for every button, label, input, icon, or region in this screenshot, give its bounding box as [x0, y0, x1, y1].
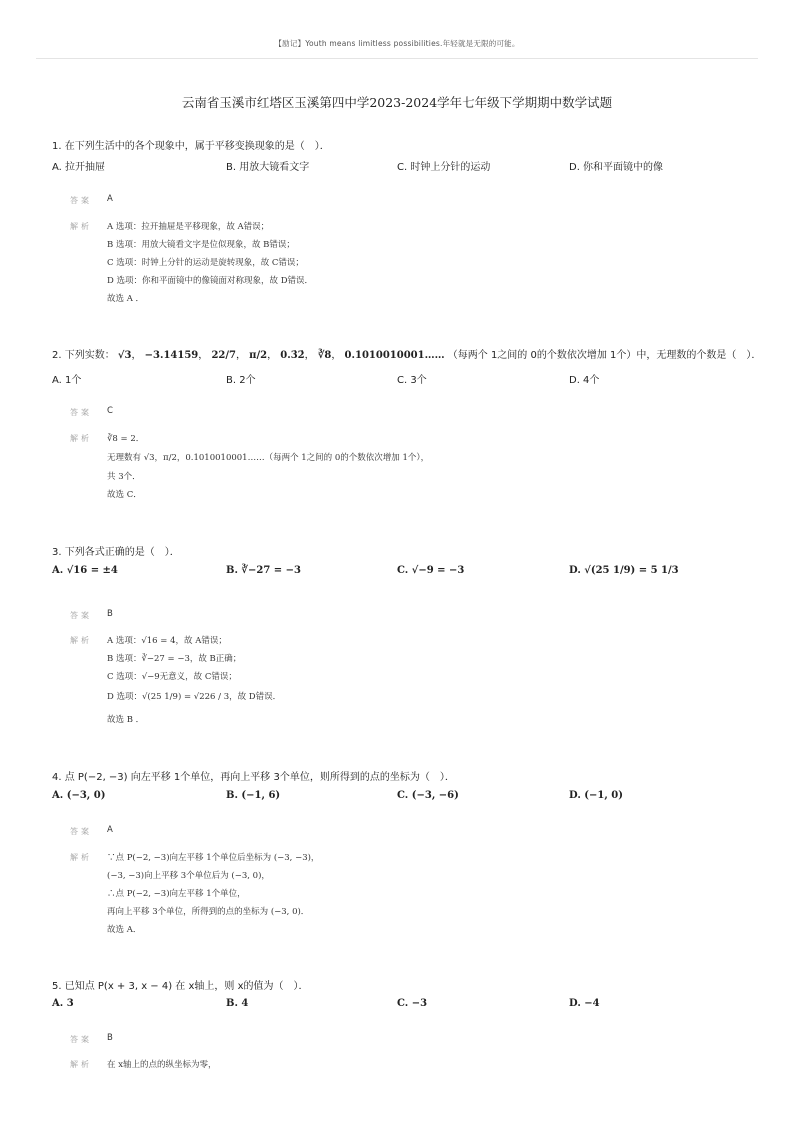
q4-answer-label: 答案	[70, 827, 92, 836]
q1-analysis-line: A 选项：拉开抽屉是平移现象，故 A错误；	[107, 222, 270, 232]
q1-option-d[interactable]: D. 你和平面镜中的像	[569, 162, 664, 173]
q3-answer-label: 答案	[70, 611, 92, 620]
q3-option-b[interactable]: B. ∛−27 = −3	[226, 565, 301, 576]
q1-analysis-line: C 选项：时钟上分针的运动是旋转现象，故 C错误；	[107, 258, 304, 268]
q1-answer-label: 答案	[70, 196, 92, 205]
q2-analysis-line: 无理数有 √3，π/2，0.1010010001……（每两个 1之间的 0的个数依次增加 1个），	[107, 453, 430, 463]
q1-option-a[interactable]: A. 拉开抽屉	[52, 162, 106, 173]
q2-option-a[interactable]: A. 1个	[52, 375, 82, 386]
q2-item: 22/7	[211, 350, 236, 361]
q1-analysis-line: B 选项：用放大镜看文字是位似现象，故 B错误；	[107, 240, 295, 250]
header-divider	[36, 58, 758, 59]
q2-stem-prefix: 2. 下列实数：	[52, 350, 115, 361]
q2-item: √3	[117, 350, 132, 361]
q4-analysis-line: 故选 A．	[107, 925, 142, 935]
q4-option-b[interactable]: B. (−1, 6)	[226, 790, 281, 801]
q5-stem: 5. 已知点 P(x + 3, x − 4) 在 x轴上，则 x的值为（ ）．	[52, 981, 309, 992]
q4-answer: A	[107, 825, 113, 835]
q5-analysis-label: 解析	[70, 1060, 92, 1069]
q5-option-d[interactable]: D. −4	[569, 998, 600, 1009]
q5-option-c[interactable]: C. −3	[397, 998, 428, 1009]
q4-analysis-line: ∵点 P(−2, −3)向左平移 1个单位后坐标为 (−3, −3)，	[107, 853, 320, 863]
q4-option-c[interactable]: C. (−3, −6)	[397, 790, 459, 801]
q5-analysis-line: 在 x轴上的点的纵坐标为零，	[107, 1060, 217, 1070]
q4-option-d[interactable]: D. (−1, 0)	[569, 790, 623, 801]
q3-analysis-line: A 选项：√16 = 4，故 A错误；	[107, 636, 227, 646]
q3-analysis-line: D 选项：√(25 1/9) = √226 / 3，故 D错误．	[107, 692, 282, 702]
page-header: 【励记】Youth means limitless possibilities.年轻就是无限的可能。	[274, 39, 520, 48]
q2-option-b[interactable]: B. 2个	[226, 375, 256, 386]
q2-item: 0.1010010001……	[344, 350, 445, 361]
q5-option-a[interactable]: A. 3	[52, 998, 74, 1009]
q3-answer: B	[107, 609, 113, 619]
q1-stem: 1. 在下列生活中的各个现象中，属于平移变换现象的是（ ）．	[52, 141, 330, 152]
q4-analysis-line: ∴点 P(−2, −3)向左平移 1个单位，	[107, 889, 246, 899]
q2-analysis-label: 解析	[70, 434, 92, 443]
paper-title: 云南省玉溪市红塔区玉溪第四中学2023-2024学年七年级下学期期中数学试题	[181, 95, 613, 110]
q1-analysis-line: D 选项：你和平面镜中的像镜面对称现象，故 D错误．	[107, 276, 314, 286]
q1-analysis-line: 故选 A ．	[107, 294, 145, 304]
q2-option-d[interactable]: D. 4个	[569, 375, 600, 386]
q2-option-c[interactable]: C. 3个	[397, 375, 427, 386]
q2-stem-suffix: （每两个 1之间的 0的个数依次增加 1个）中，无理数的个数是（ ）．	[447, 350, 762, 361]
q5-option-b[interactable]: B. 4	[226, 998, 249, 1009]
q3-analysis-line: 故选 B ．	[107, 715, 145, 725]
q1-option-c[interactable]: C. 时钟上分针的运动	[397, 162, 491, 173]
q3-analysis-line: C 选项：√−9无意义，故 C错误；	[107, 672, 237, 682]
q4-analysis-line: (−3, −3)向上平移 3个单位后为 (−3, 0)，	[107, 871, 270, 881]
q2-item: 0.3̇2̇	[280, 350, 305, 361]
q2-item: −3.14159	[144, 350, 199, 361]
q2-analysis-line: ∛8 = 2．	[107, 434, 145, 444]
q5-answer: B	[107, 1033, 113, 1043]
q1-option-b[interactable]: B. 用放大镜看文字	[226, 162, 310, 173]
q2-answer: C	[107, 406, 113, 416]
q3-analysis-line: B 选项：∛−27 = −3，故 B正确；	[107, 654, 242, 664]
q2-stem: 2. 下列实数： √3， −3.14159， 22/7， π/2， 0.3̇2̇， ∛8， 0.1010010001…… （每两个 1之间的 0的个数依次增加 1个）中，无理数的个数是（ ）．	[52, 350, 762, 361]
q3-analysis-label: 解析	[70, 636, 92, 645]
q3-option-d[interactable]: D. √(25 1/9) = 5 1/3	[569, 565, 679, 576]
q2-analysis-line: 故选 C．	[107, 490, 142, 500]
q1-analysis-label: 解析	[70, 222, 92, 231]
q3-stem: 3. 下列各式正确的是（ ）．	[52, 547, 180, 558]
q5-answer-label: 答案	[70, 1035, 92, 1044]
q2-analysis-line: 共 3个．	[107, 472, 141, 482]
q2-answer-label: 答案	[70, 408, 92, 417]
q4-analysis-label: 解析	[70, 853, 92, 862]
q2-item: π/2	[249, 350, 268, 361]
q1-answer: A	[107, 194, 113, 204]
q3-option-c[interactable]: C. √−9 = −3	[397, 565, 465, 576]
q2-item: ∛8	[317, 350, 332, 361]
q4-stem: 4. 点 P(−2, −3) 向左平移 1个单位，再向上平移 3个单位，则所得到的点的坐标为（ ）．	[52, 772, 455, 783]
q3-option-a[interactable]: A. √16 = ±4	[52, 565, 118, 576]
q4-analysis-line: 再向上平移 3个单位，所得到的点的坐标为 (−3, 0)．	[107, 907, 310, 917]
q4-option-a[interactable]: A. (−3, 0)	[52, 790, 106, 801]
